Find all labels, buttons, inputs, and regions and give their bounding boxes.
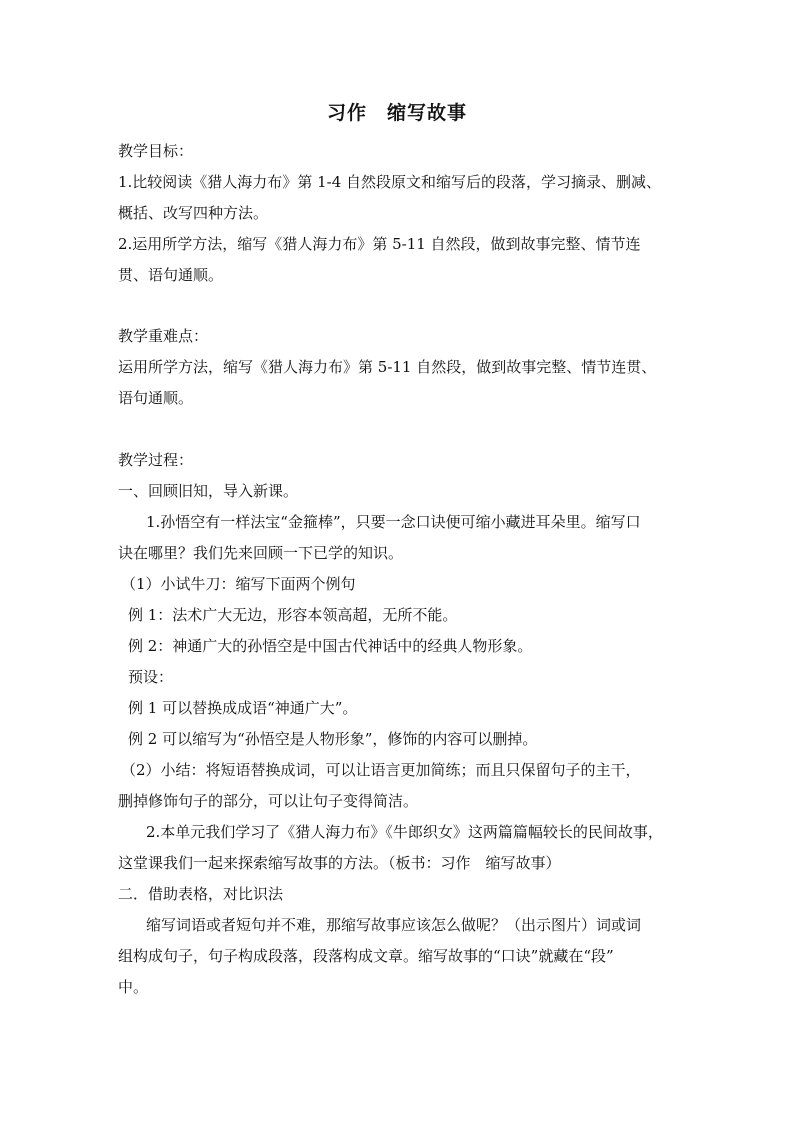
text-line: 2.本单元我们学习了《猎人海力布》《牛郎织女》这两篇篇幅较长的民间故事， <box>146 823 663 841</box>
text-line: 删掉修饰句子的部分，可以让句子变得简洁。 <box>118 792 419 810</box>
text-line: 预设： <box>128 668 174 686</box>
text-line: （2）小结：将短语替换成词，可以让语言更加简练；而且只保留句子的主干， <box>121 761 641 779</box>
text-line: （1）小试牛刀：缩写下面两个例句 <box>121 575 356 593</box>
text-line: 例 2：神通广大的孙悟空是中国古代神话中的经典人物形象。 <box>128 637 533 655</box>
text-line: 教学目标： <box>118 142 194 160</box>
text-line: 教学过程： <box>118 451 194 469</box>
text-line: 教学重难点： <box>118 327 209 345</box>
text-line: 诀在哪里？我们先来回顾一下已学的知识。 <box>118 544 404 562</box>
text-line: 语句通顺。 <box>118 389 194 407</box>
page-title: 习作 缩写故事 <box>326 102 467 124</box>
text-line: 二．借助表格，对比识法 <box>118 885 284 903</box>
text-line: 2.运用所学方法，缩写《猎人海力布》第 5-11 自然段，做到故事完整、情节连 <box>118 235 641 253</box>
text-line: 概括、改写四种方法。 <box>118 204 269 222</box>
text-line: 1.孙悟空有一样法宝“金箍棒”，只要一念口诀便可缩小藏进耳朵里。缩写口 <box>146 513 641 531</box>
text-line: 一、回顾旧知，导入新课。 <box>118 482 299 500</box>
text-line: 缩写词语或者短句并不难，那缩写故事应该怎么做呢？（出示图片）词或词 <box>146 916 642 934</box>
text-line: 贯、语句通顺。 <box>118 266 224 284</box>
text-line: 这堂课我们一起来探索缩写故事的方法。（板书：习作 缩写故事） <box>118 854 561 872</box>
text-line: 例 1 可以替换成成语“神通广大”。 <box>128 699 358 717</box>
text-line: 1.比较阅读《猎人海力布》第 1-4 自然段原文和缩写后的段落，学习摘录、删减、 <box>118 173 662 191</box>
text-line: 中。 <box>118 978 149 996</box>
text-line: 组构成句子，句子构成段落，段落构成文章。缩写故事的“口诀”就藏在“段” <box>118 947 614 965</box>
text-line: 运用所学方法，缩写《猎人海力布》第 5-11 自然段，做到故事完整、情节连贯、 <box>118 358 657 376</box>
text-line: 例 2 可以缩写为“孙悟空是人物形象”，修饰的内容可以删掉。 <box>128 730 538 748</box>
text-line: 例 1：法术广大无边，形容本领高超，无所不能。 <box>128 606 458 624</box>
